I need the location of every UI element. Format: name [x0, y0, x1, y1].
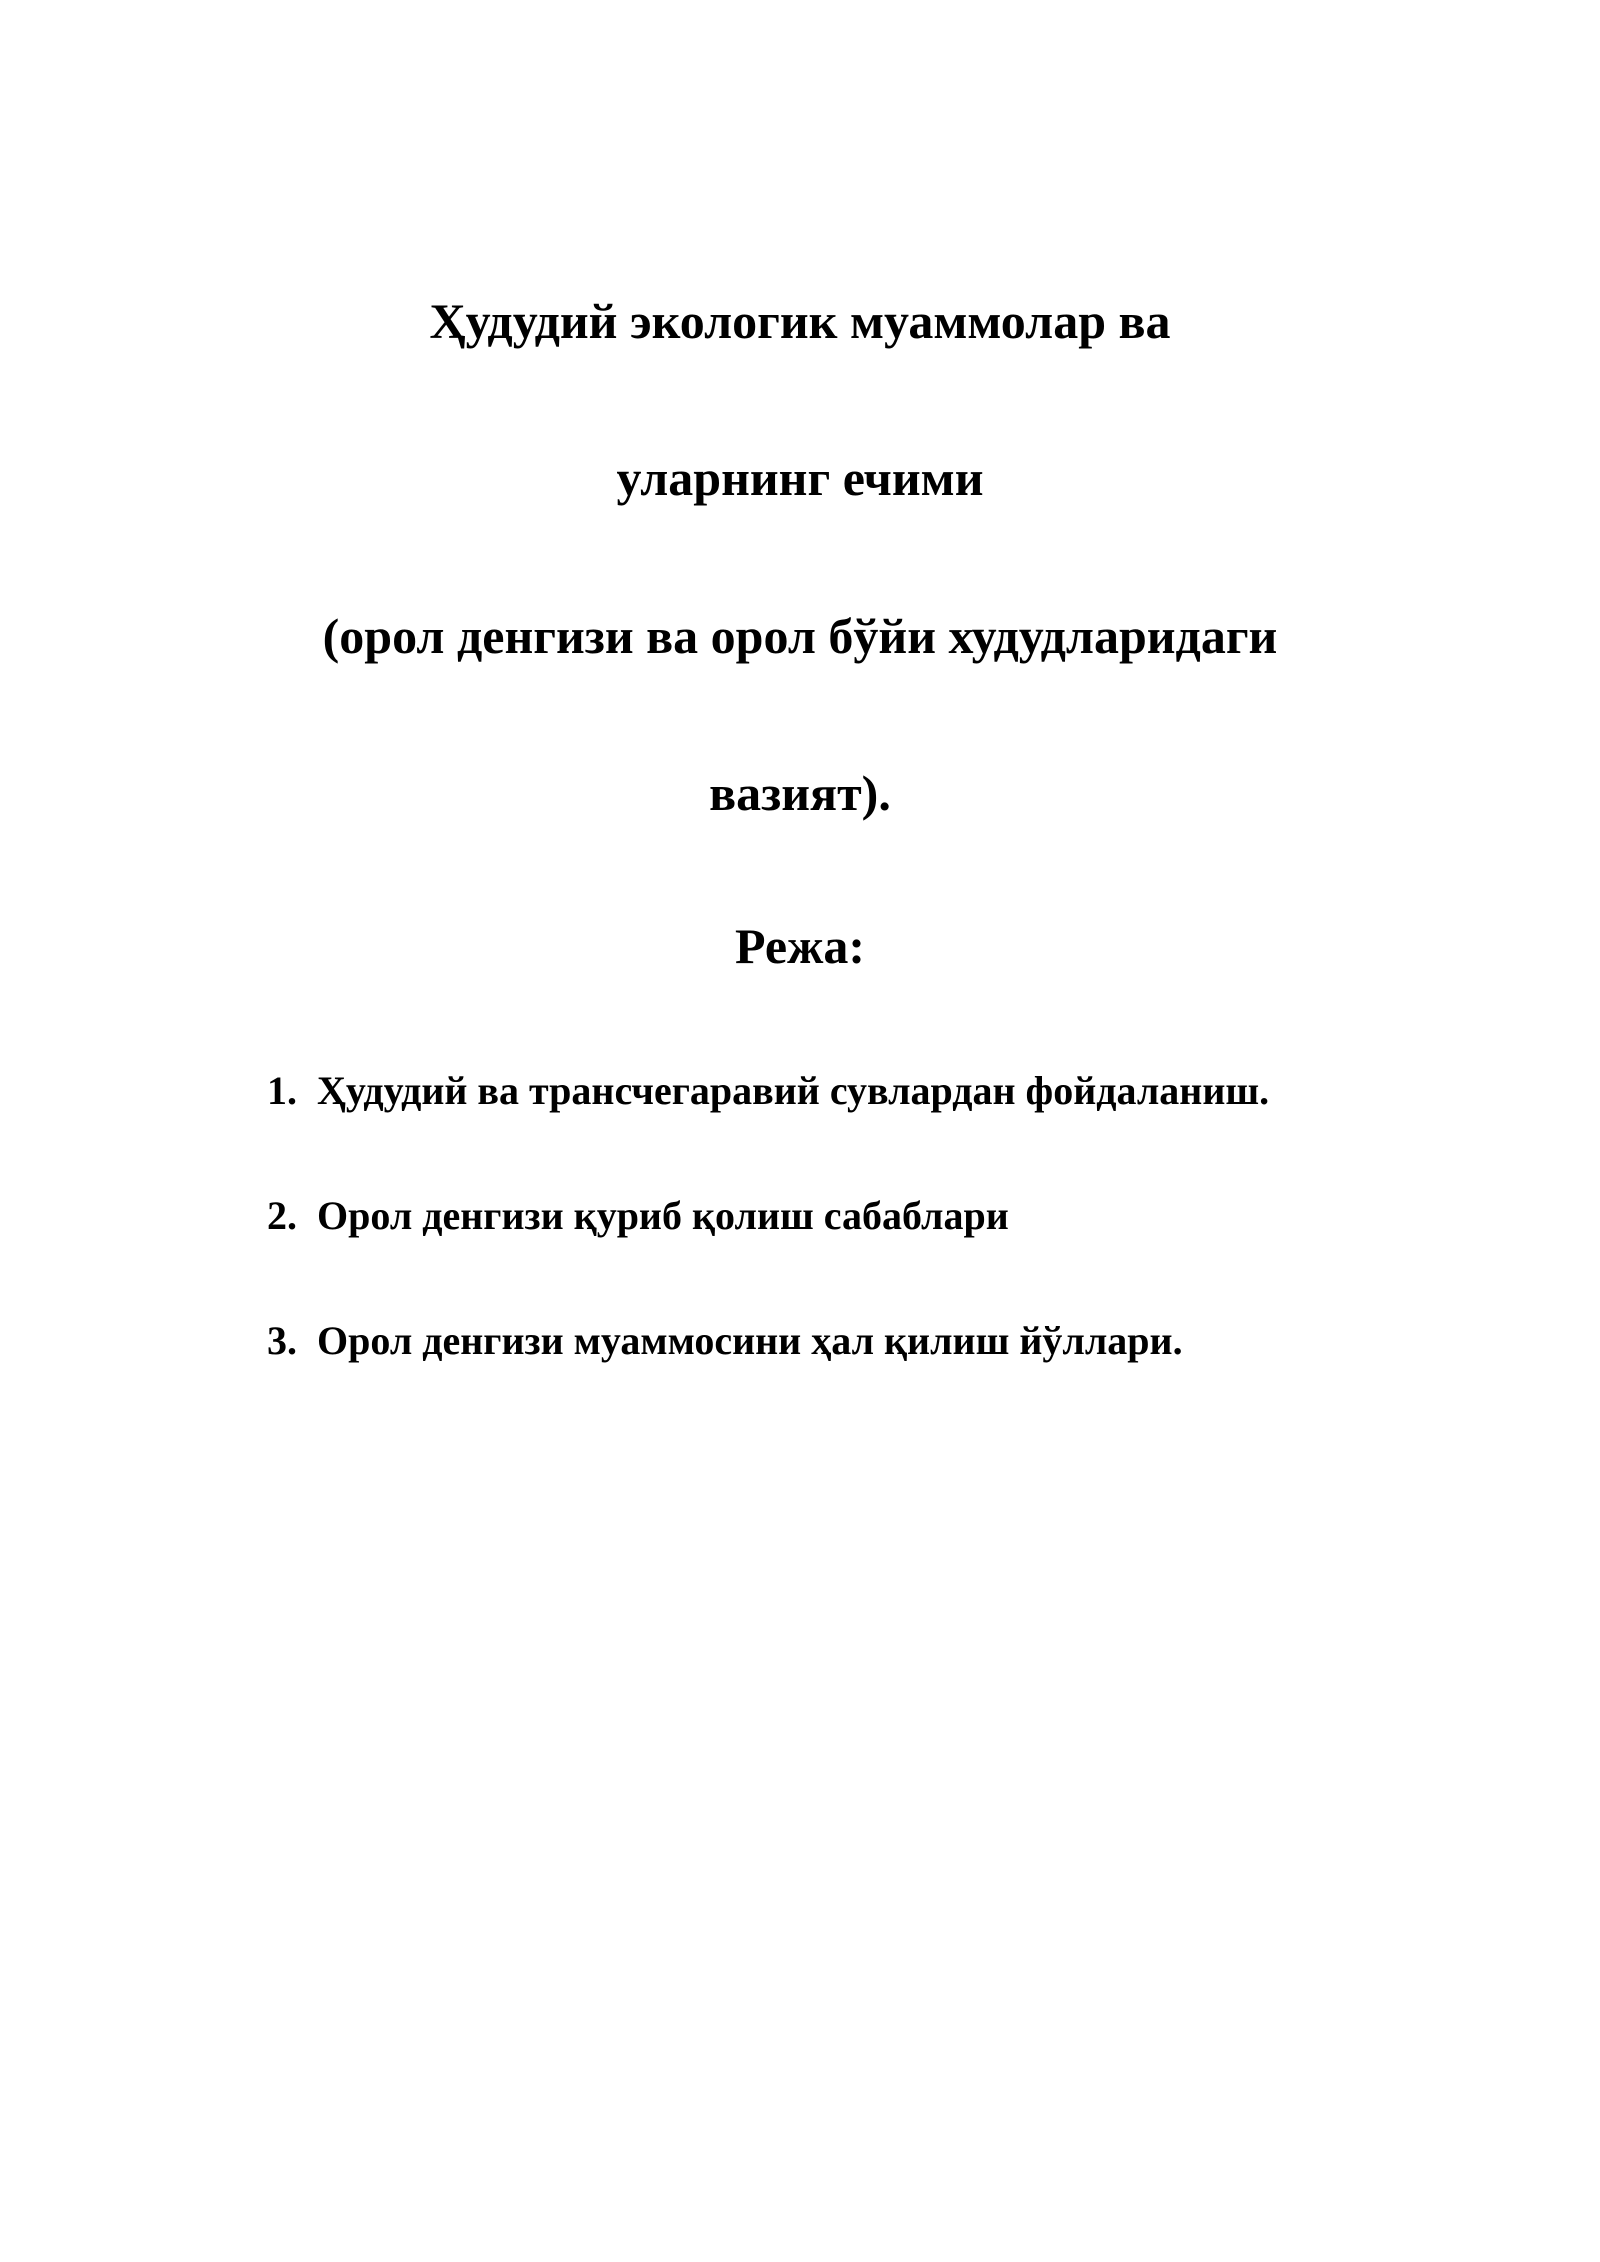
plan-item-2: [267, 1190, 1269, 1315]
title-line-4: вазият).: [709, 765, 891, 821]
plan-item-number: 2.: [267, 1193, 297, 1238]
title-line-3: (орол денгизи ва орол бўйи худудларидаги: [322, 608, 1278, 664]
plan-item-1: [267, 1065, 1269, 1190]
plan-heading: Режа:: [735, 918, 865, 974]
title-line-2: уларнинг ечими: [616, 450, 984, 506]
plan-list: [267, 1065, 1269, 1440]
plan-item-3: [267, 1315, 1269, 1440]
plan-item-number: 3.: [267, 1318, 297, 1363]
plan-item-text: Ҳудудий ва трансчегаравий сувлардан фойдаланиш.: [317, 1068, 1270, 1113]
plan-item-text: Орол денгизи қуриб қолиш сабаблари: [317, 1193, 1009, 1238]
title-line-1: Ҳудудий экологик муаммолар ва: [429, 293, 1171, 349]
plan-item-number: 1.: [267, 1068, 297, 1113]
plan-item-text: Орол денгизи муаммосини ҳал қилиш йўллари.: [317, 1318, 1183, 1363]
